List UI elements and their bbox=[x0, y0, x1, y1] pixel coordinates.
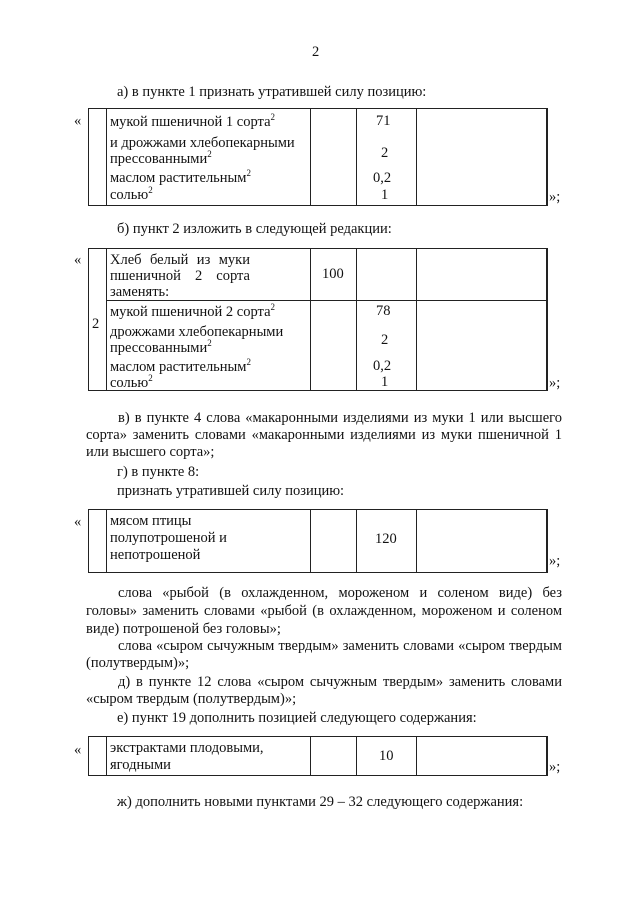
table-1-value: 1 bbox=[381, 187, 389, 203]
paragraph-zh: ж) дополнить новыми пунктами 29 – 32 следующего содержания: bbox=[117, 794, 524, 810]
table-2-item: маслом растительным$^2$ bbox=[110, 357, 251, 375]
table-4-item: экстрактами плодовыми, ягодными bbox=[110, 740, 264, 773]
paragraph-a: а) в пункте 1 признать утратившей силу позицию: bbox=[117, 84, 427, 100]
table-1-value: 2 bbox=[381, 145, 389, 161]
table-2-header-name: Хлеб белый из муки пшеничной 2 сорта заменять: bbox=[110, 252, 250, 300]
paragraph-d: д) в пункте 12 слова «сыром сычужным твердым» заменить словами «сыром твердым (полутвердым)»; bbox=[86, 674, 562, 707]
close-quote: »; bbox=[549, 553, 561, 569]
table-2-value: 1 bbox=[381, 374, 389, 390]
table-2-item: солью$^2$ bbox=[110, 373, 153, 391]
table-3-item: мясом птицы полупотрошеной и непотрошеной bbox=[110, 513, 227, 563]
open-quote: « bbox=[74, 742, 82, 758]
table-2-value: 78 bbox=[376, 303, 391, 319]
paragraph-v: в) в пункте 4 слова «макаронными изделиями из муки 1 или высшего сорта» заменить словами «макаронными изделиями из муки пшеничной 1 или высшего сорта»; bbox=[86, 410, 562, 460]
table-1-item: солью$^2$ bbox=[110, 185, 153, 203]
table-1-value: 71 bbox=[376, 113, 391, 129]
table-1-item: и дрожжами хлебопекарными прессованными$^2$ bbox=[110, 135, 295, 167]
table-3-value: 120 bbox=[375, 531, 397, 547]
close-quote: »; bbox=[549, 375, 561, 391]
paragraph-g: г) в пункте 8: bbox=[117, 464, 200, 480]
close-quote: »; bbox=[549, 759, 561, 775]
paragraph-fish: слова «рыбой (в охлажденном, мороженом и соленом виде) без головы» заменить словами «рыбой (в охлажденном, мороженом и соленом виде) потрошеной без головы»; bbox=[86, 585, 562, 637]
open-quote: « bbox=[74, 252, 82, 268]
table-2-row-number: 2 bbox=[92, 316, 100, 332]
paragraph-cheese: слова «сыром сычужным твердым» заменить словами «сыром твердым (полутвердым)»; bbox=[86, 638, 562, 671]
open-quote: « bbox=[74, 113, 82, 129]
table-2-item: мукой пшеничной 2 сорта$^2$ bbox=[110, 302, 276, 320]
table-1-value: 0,2 bbox=[373, 170, 392, 186]
table-1-item: маслом растительным$^2$ bbox=[110, 168, 251, 186]
table-2-value: 2 bbox=[381, 332, 389, 348]
close-quote: »; bbox=[549, 189, 561, 205]
paragraph-g-sub: признать утратившей силу позицию: bbox=[117, 483, 345, 499]
page-number: 2 bbox=[312, 44, 320, 60]
table-2-value: 0,2 bbox=[373, 358, 392, 374]
paragraph-e: е) пункт 19 дополнить позицией следующего содержания: bbox=[117, 710, 477, 726]
paragraph-b: б) пункт 2 изложить в следующей редакции: bbox=[117, 221, 392, 237]
table-1-item: мукой пшеничной 1 сорта$^2$ bbox=[110, 112, 276, 130]
table-2-item: дрожжами хлебопекарными прессованными$^2$ bbox=[110, 324, 284, 356]
open-quote: « bbox=[74, 514, 82, 530]
table-4-value: 10 bbox=[379, 748, 394, 764]
table-2-header-value: 100 bbox=[322, 266, 344, 282]
